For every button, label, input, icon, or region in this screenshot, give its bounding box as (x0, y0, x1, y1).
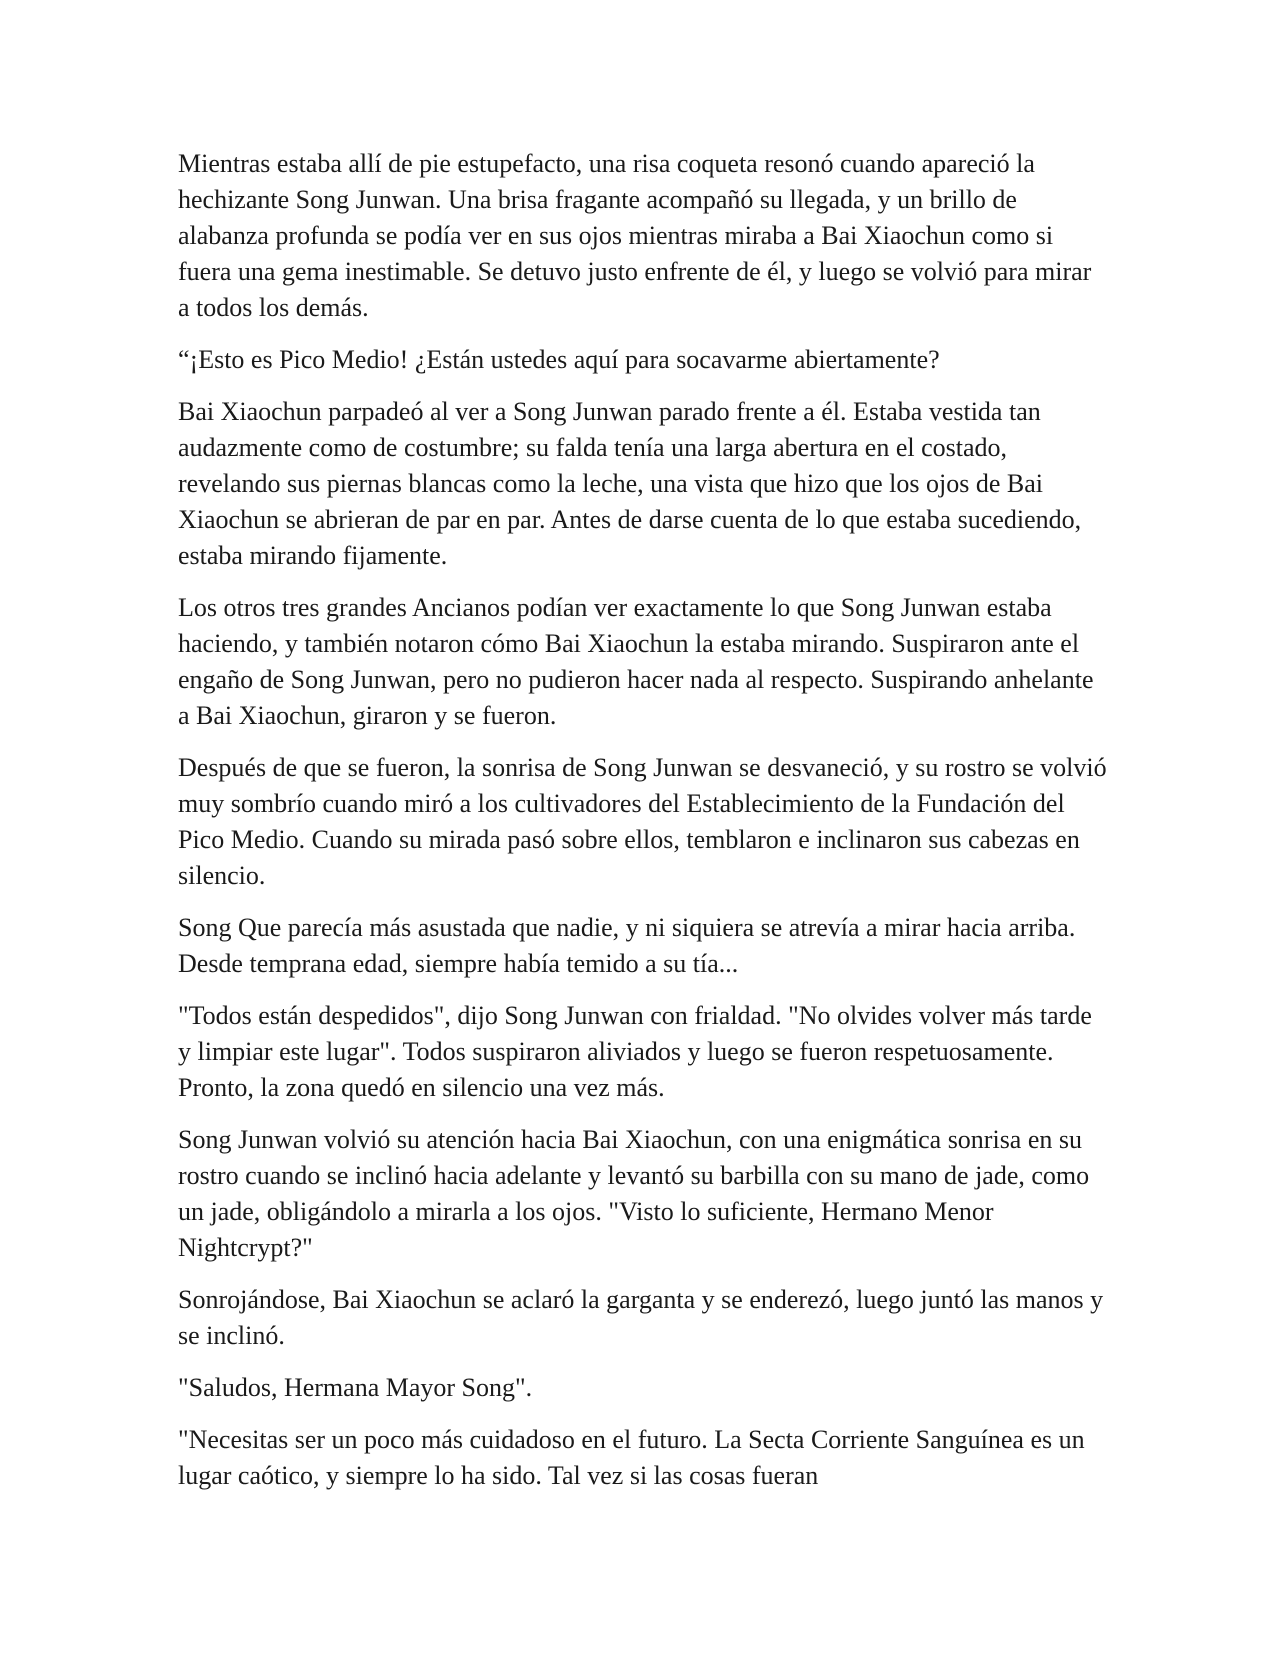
document-body (178, 146, 1108, 1510)
paragraph: Song Que parecía más asustada que nadie, y ni siquiera se atrevía a mirar hacia arriba. Desde temprana edad, siempre había temido a su tía... (178, 913, 1076, 978)
paragraph: "Saludos, Hermana Mayor Song". (178, 1373, 533, 1402)
paragraph: Mientras estaba allí de pie estupefacto, una risa coqueta resonó cuando apareció la hechizante Song Junwan. Una brisa fragante acompañó su llegada, y un brillo de alabanza profunda se podía ver en sus ojos mientras miraba a Bai Xiaochun como si fuera una gema inestimable. Se detuvo justo enfrente de él, y luego se volvió para mirar a todos los demás. (178, 149, 1092, 322)
paragraph: Bai Xiaochun parpadeó al ver a Song Junwan parado frente a él. Estaba vestida tan audazmente como de costumbre; su falda tenía una larga abertura en el costado, revelando sus piernas blancas como la leche, una vista que hizo que los ojos de Bai Xiaochun se abrieran de par en par. Antes de darse cuenta de lo que estaba sucediendo, estaba mirando fijamente. (178, 397, 1082, 570)
paragraph: "Todos están despedidos", dijo Song Junwan con frialdad. "No olvides volver más tarde y limpiar este lugar". Todos suspiraron aliviados y luego se fueron respetuosamente. Pronto, la zona quedó en silencio una vez más. (178, 1001, 1092, 1102)
paragraph: “¡Esto es Pico Medio! ¿Están ustedes aquí para socavarme abiertamente? (178, 345, 940, 374)
paragraph: Después de que se fueron, la sonrisa de Song Junwan se desvaneció, y su rostro se volvió muy sombrío cuando miró a los cultivadores del Establecimiento de la Fundación del Pico Medio. Cuando su mirada pasó sobre ellos, temblaron e inclinaron sus cabezas en silencio. (178, 753, 1107, 890)
paragraph: Los otros tres grandes Ancianos podían ver exactamente lo que Song Junwan estaba haciendo, y también notaron cómo Bai Xiaochun la estaba mirando. Suspiraron ante el engaño de Song Junwan, pero no pudieron hacer nada al respecto. Suspirando anhelante a Bai Xiaochun, giraron y se fueron. (178, 593, 1094, 730)
paragraph: "Necesitas ser un poco más cuidadoso en el futuro. La Secta Corriente Sanguínea es un lugar caótico, y siempre lo ha sido. Tal vez si las cosas fueran (178, 1425, 1085, 1490)
paragraph: Sonrojándose, Bai Xiaochun se aclaró la garganta y se enderezó, luego juntó las manos y se inclinó. (178, 1285, 1104, 1350)
paragraph: Song Junwan volvió su atención hacia Bai Xiaochun, con una enigmática sonrisa en su rostro cuando se inclinó hacia adelante y levantó su barbilla con su mano de jade, como un jade, obligándolo a mirarla a los ojos. "Visto lo suficiente, Hermano Menor Nightcrypt?" (178, 1125, 1090, 1262)
